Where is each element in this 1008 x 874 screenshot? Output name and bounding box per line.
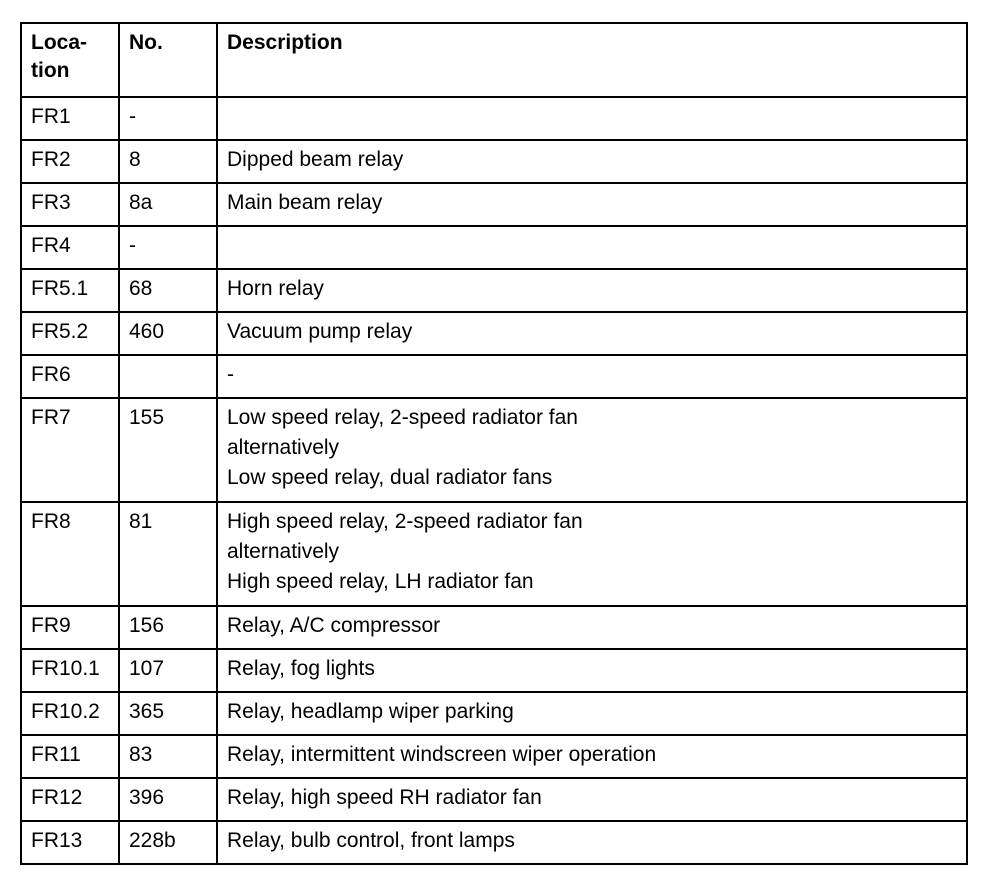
cell-location: FR4 [21, 226, 119, 269]
cell-location: FR3 [21, 183, 119, 226]
table-row [21, 649, 967, 692]
header-location: Loca- tion [21, 23, 119, 97]
table-row [21, 735, 967, 778]
table-row [21, 778, 967, 821]
cell-description: Relay, bulb control, front lamps [217, 821, 967, 864]
cell-number: 365 [119, 692, 217, 735]
cell-location: FR11 [21, 735, 119, 778]
cell-number: 460 [119, 312, 217, 355]
cell-number [119, 355, 217, 398]
table-row [21, 502, 967, 606]
table-row [21, 269, 967, 312]
cell-number: 155 [119, 398, 217, 502]
table-row [21, 140, 967, 183]
cell-location: FR1 [21, 97, 119, 140]
cell-description: Relay, A/C compressor [217, 606, 967, 649]
cell-location: FR8 [21, 502, 119, 606]
cell-location: FR7 [21, 398, 119, 502]
cell-location: FR13 [21, 821, 119, 864]
cell-number: - [119, 226, 217, 269]
table-row [21, 692, 967, 735]
table-row [21, 183, 967, 226]
cell-location: FR2 [21, 140, 119, 183]
table-row [21, 606, 967, 649]
cell-number: - [119, 97, 217, 140]
table-row [21, 312, 967, 355]
cell-location: FR5.1 [21, 269, 119, 312]
cell-description: - [217, 355, 967, 398]
table-row [21, 97, 967, 140]
cell-description: Relay, intermittent windscreen wiper operation [217, 735, 967, 778]
cell-description: Relay, high speed RH radiator fan [217, 778, 967, 821]
cell-location: FR5.2 [21, 312, 119, 355]
cell-number: 156 [119, 606, 217, 649]
cell-location: FR10.1 [21, 649, 119, 692]
cell-description: Horn relay [217, 269, 967, 312]
table-row [21, 226, 967, 269]
table-row [21, 355, 967, 398]
cell-number: 228b [119, 821, 217, 864]
cell-number: 68 [119, 269, 217, 312]
cell-location: FR6 [21, 355, 119, 398]
cell-location: FR10.2 [21, 692, 119, 735]
cell-description [217, 226, 967, 269]
cell-description: Main beam relay [217, 183, 967, 226]
cell-number: 107 [119, 649, 217, 692]
table-row [21, 821, 967, 864]
cell-description: Dipped beam relay [217, 140, 967, 183]
cell-number: 396 [119, 778, 217, 821]
cell-description [217, 97, 967, 140]
cell-number: 8a [119, 183, 217, 226]
cell-description: Vacuum pump relay [217, 312, 967, 355]
table-row [21, 398, 967, 502]
relay-location-table [20, 22, 968, 865]
cell-location: FR9 [21, 606, 119, 649]
header-description: Description [217, 23, 967, 97]
cell-description: Low speed relay, 2-speed radiator fan alternatively Low speed relay, dual radiator fans [217, 398, 967, 502]
cell-description: Relay, headlamp wiper parking [217, 692, 967, 735]
cell-description: Relay, fog lights [217, 649, 967, 692]
cell-description: High speed relay, 2-speed radiator fan alternatively High speed relay, LH radiator fan [217, 502, 967, 606]
table-header-row [21, 23, 967, 97]
cell-location: FR12 [21, 778, 119, 821]
cell-number: 81 [119, 502, 217, 606]
cell-number: 83 [119, 735, 217, 778]
header-number: No. [119, 23, 217, 97]
cell-number: 8 [119, 140, 217, 183]
